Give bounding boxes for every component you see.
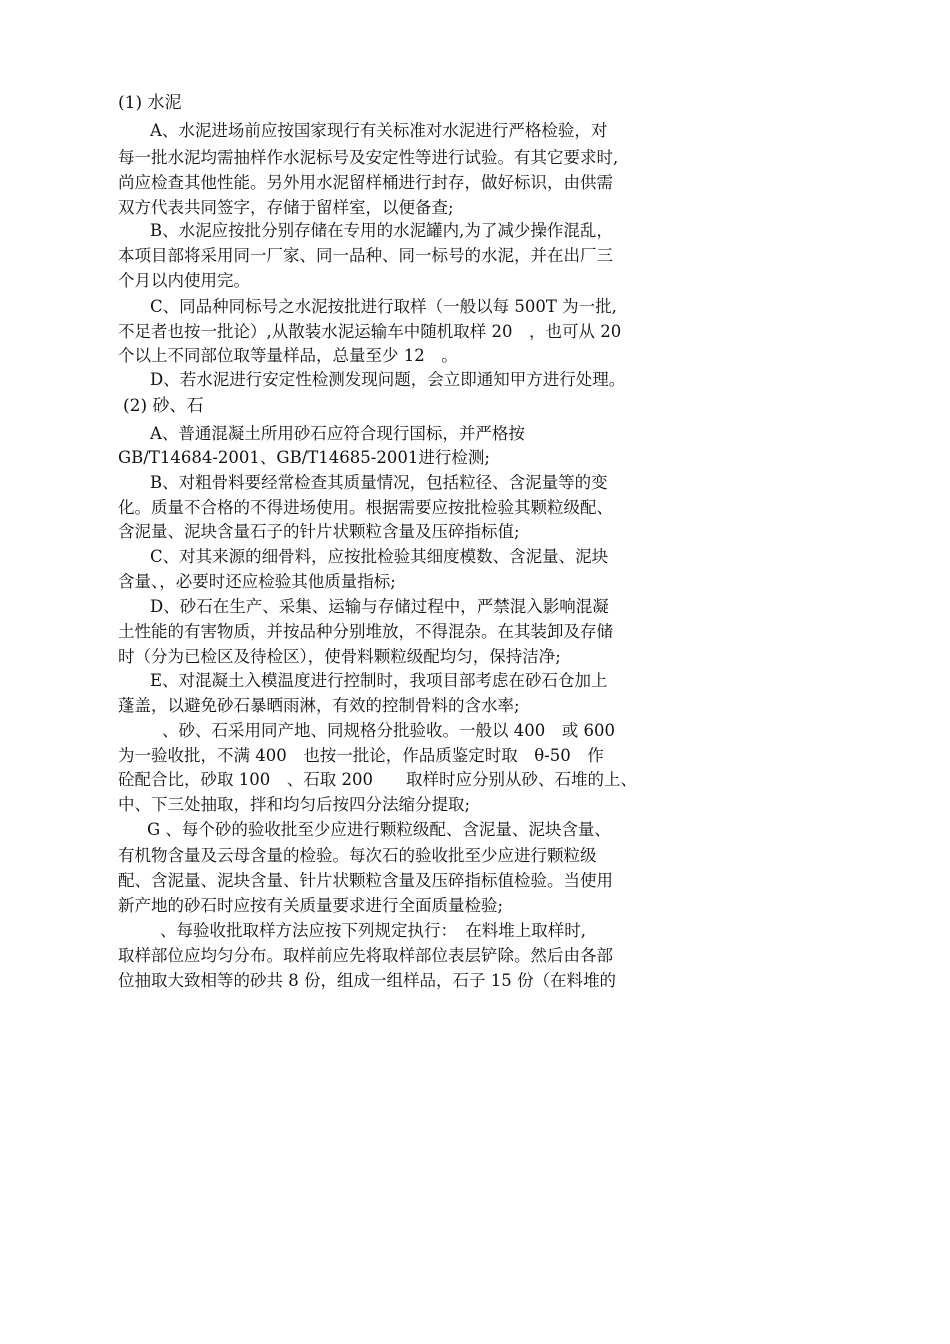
paragraph-line: C、同品种同标号之水泥按批进行取样（一般以每 500T 为一批, bbox=[150, 297, 617, 316]
paragraph-line: 为一验收批，不满 400 也按一批论，作品质鉴定时取 θ-50 作 bbox=[118, 746, 604, 765]
paragraph-line: 含泥量、泥块含量石子的针片状颗粒含量及压碎指标值; bbox=[118, 522, 520, 541]
paragraph-line: D、砂石在生产、采集、运输与存储过程中，严禁混入影响混凝 bbox=[150, 597, 609, 616]
paragraph-line: A、水泥进场前应按国家现行有关标准对水泥进行严格检验，对 bbox=[150, 121, 608, 140]
paragraph-line: 位抽取大致相等的砂共 8 份，组成一组样品，石子 15 份（在料堆的 bbox=[118, 971, 616, 990]
paragraph-line: 尚应检查其他性能。另外用水泥留样桶进行封存，做好标识，由供需 bbox=[118, 173, 613, 192]
paragraph-line: GB/T14684-2001、GB/T14685-2001进行检测; bbox=[118, 448, 490, 467]
paragraph-line: 不足者也按一批论）,从散装水泥运输车中随机取样 20 ，也可从 20 bbox=[118, 322, 622, 341]
paragraph-line: 个月以内使用完。 bbox=[118, 271, 250, 290]
paragraph-line: 时（分为已检区及待检区），使骨料颗粒级配均匀，保持洁净; bbox=[118, 647, 561, 666]
paragraph-line: 、砂、石采用同产地、同规格分批验收。一般以 400 或 600 bbox=[162, 721, 615, 740]
paragraph-line: 蓬盖，以避免砂石暴晒雨淋，有效的控制骨料的含水率; bbox=[118, 696, 520, 715]
paragraph-line: 本项目部将采用同一厂家、同一品种、同一标号的水泥，并在出厂三 bbox=[118, 246, 613, 265]
paragraph-line: B、对粗骨料要经常检查其质量情况，包括粒径、含泥量等的变 bbox=[150, 473, 608, 492]
paragraph-line: E、对混凝土入模温度进行控制时，我项目部考虑在砂石仓加上 bbox=[150, 671, 608, 690]
paragraph-line: 含量、，必要时还应检验其他质量指标; bbox=[118, 572, 396, 591]
paragraph-line: 砼配合比，砂取 100 、石取 200 取样时应分别从砂、石堆的上、 bbox=[118, 770, 637, 789]
paragraph-line: 有机物含量及云母含量的检验。每次石的验收批至少应进行颗粒级 bbox=[118, 846, 597, 865]
paragraph-line: A、普通混凝土所用砂石应符合现行国标，并严格按 bbox=[150, 424, 525, 443]
paragraph-line: 配、含泥量、泥块含量、针片状颗粒含量及压碎指标值检验。当使用 bbox=[118, 871, 613, 890]
paragraph-line: 双方代表共同签字，存储于留样室，以便备查; bbox=[118, 198, 454, 217]
section-heading-sand-stone: (2) 砂、石 bbox=[123, 396, 204, 416]
paragraph-line: B、水泥应按批分别存储在专用的水泥罐内,为了减少操作混乱， bbox=[150, 221, 613, 240]
section-heading-cement: (1) 水泥 bbox=[118, 93, 182, 113]
paragraph-line: C、对其来源的细骨料，应按批检验其细度模数、含泥量、泥块 bbox=[150, 547, 609, 566]
paragraph-line: 土性能的有害物质，并按品种分别堆放，不得混杂。在其装卸及存储 bbox=[118, 622, 613, 641]
paragraph-line: 取样部位应均匀分布。取样前应先将取样部位表层铲除。然后由各部 bbox=[118, 946, 613, 965]
paragraph-line: 化。质量不合格的不得进场使用。根据需要应按批检验其颗粒级配、 bbox=[118, 498, 613, 517]
paragraph-line: 新产地的砂石时应按有关质量要求进行全面质量检验; bbox=[118, 896, 504, 915]
paragraph-line: 个以上不同部位取等量样品，总量至少 12 。 bbox=[118, 346, 458, 365]
paragraph-line: G 、每个砂的验收批至少应进行颗粒级配、含泥量、泥块含量、 bbox=[147, 820, 611, 839]
paragraph-line: 中、下三处抽取，拌和均匀后按四分法缩分提取; bbox=[118, 795, 471, 814]
paragraph-line: 每一批水泥均需抽样作水泥标号及安定性等进行试验。有其它要求时, bbox=[118, 148, 619, 167]
paragraph-line: 、每验收批取样方法应按下列规定执行： 在料堆上取样时, bbox=[160, 921, 586, 940]
paragraph-line: D、若水泥进行安定性检测发现问题，会立即通知甲方进行处理。 bbox=[150, 370, 626, 389]
